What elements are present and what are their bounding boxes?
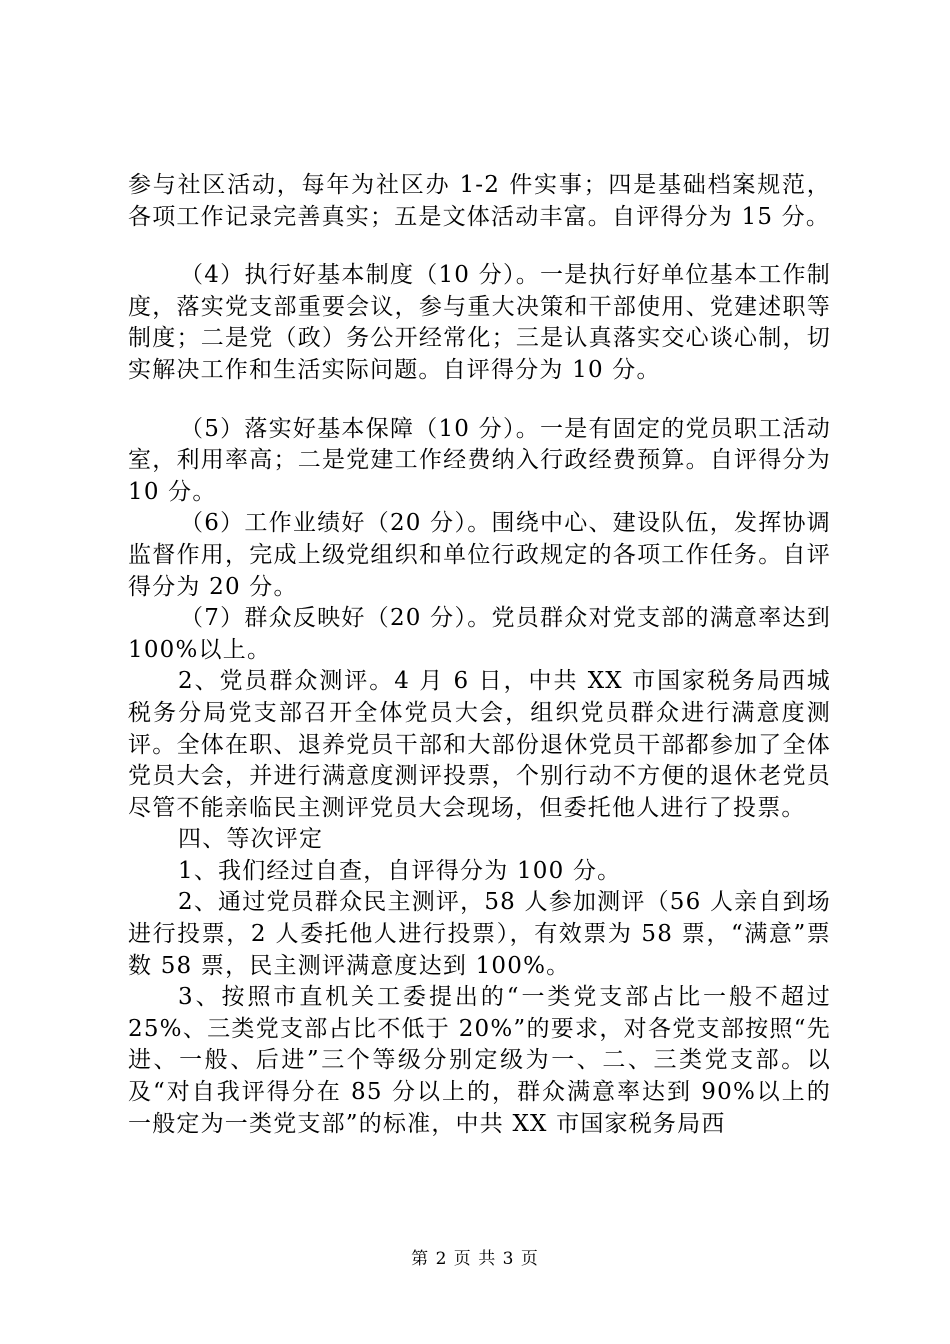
paragraph-item-5: （5）落实好基本保障（10 分）。一是有固定的党员职工活动室，利用率高；二是党建工作经费纳入行政经费预算。自评得分为 10 分。 [128, 415, 831, 505]
paragraph-item-6: （6）工作业绩好（20 分）。围绕中心、建设队伍，发挥协调监督作用，完成上级党组织和单位行政规定的各项工作任务。自评得分为 20 分。 [128, 510, 831, 600]
paragraph-member-evaluation: 2、党员群众测评。4 月 6 日，中共 XX 市国家税务局西城税务分局党支部召开全体党员大会，组织党员群众进行满意度测评。全体在职、退养党员干部和大部份退休党员干部都参加了全体党员大会，并进行满意度测评投票，个别行动不方便的退休老党员尽管不能亲临民主测评党员大会现场，但委托他人进行了投票。 [128, 668, 831, 821]
paragraph-continuation: 参与社区活动，每年为社区办 1-2 件实事；四是基础档案规范，各项工作记录完善真实；五是文体活动丰富。自评得分为 15 分。 [128, 172, 831, 230]
paragraph-grading-3: 3、按照市直机关工委提出的“一类党支部占比一般不超过25%、三类党支部占比不低于 20%”的要求，对各党支部按照“先进、一般、后进”三个等级分别定级为一、二、三类党支部。以及“对自我评得分在 85 分以上的，群众满意率达到 90%以上的一般定为一类党支部”的标准，中共 XX 市国家税务局西 [128, 984, 831, 1137]
section-heading-grading: 四、等次评定 [178, 826, 324, 853]
paragraph-grading-1: 1、我们经过自查，自评得分为 100 分。 [178, 857, 622, 884]
paragraph-item-4: （4）执行好基本制度（10 分）。一是执行好单位基本工作制度，落实党支部重要会议，参与重大决策和干部使用、党建述职等制度；二是党（政）务公开经常化；三是认真落实交心谈心制，切实解决工作和生活实际问题。自评得分为 10 分。 [128, 262, 831, 383]
paragraph-item-7: （7）群众反映好（20 分）。党员群众对党支部的满意率达到 100%以上。 [128, 605, 831, 663]
document-body [128, 170, 831, 1140]
page-number-footer: 第 2 页 共 3 页 [411, 1249, 539, 1269]
paragraph-grading-2: 2、通过党员群众民主测评，58 人参加测评（56 人亲自到场进行投票，2 人委托他人进行投票），有效票为 58 票，“满意”票数 58 票，民主测评满意度达到 100%。 [128, 889, 831, 979]
